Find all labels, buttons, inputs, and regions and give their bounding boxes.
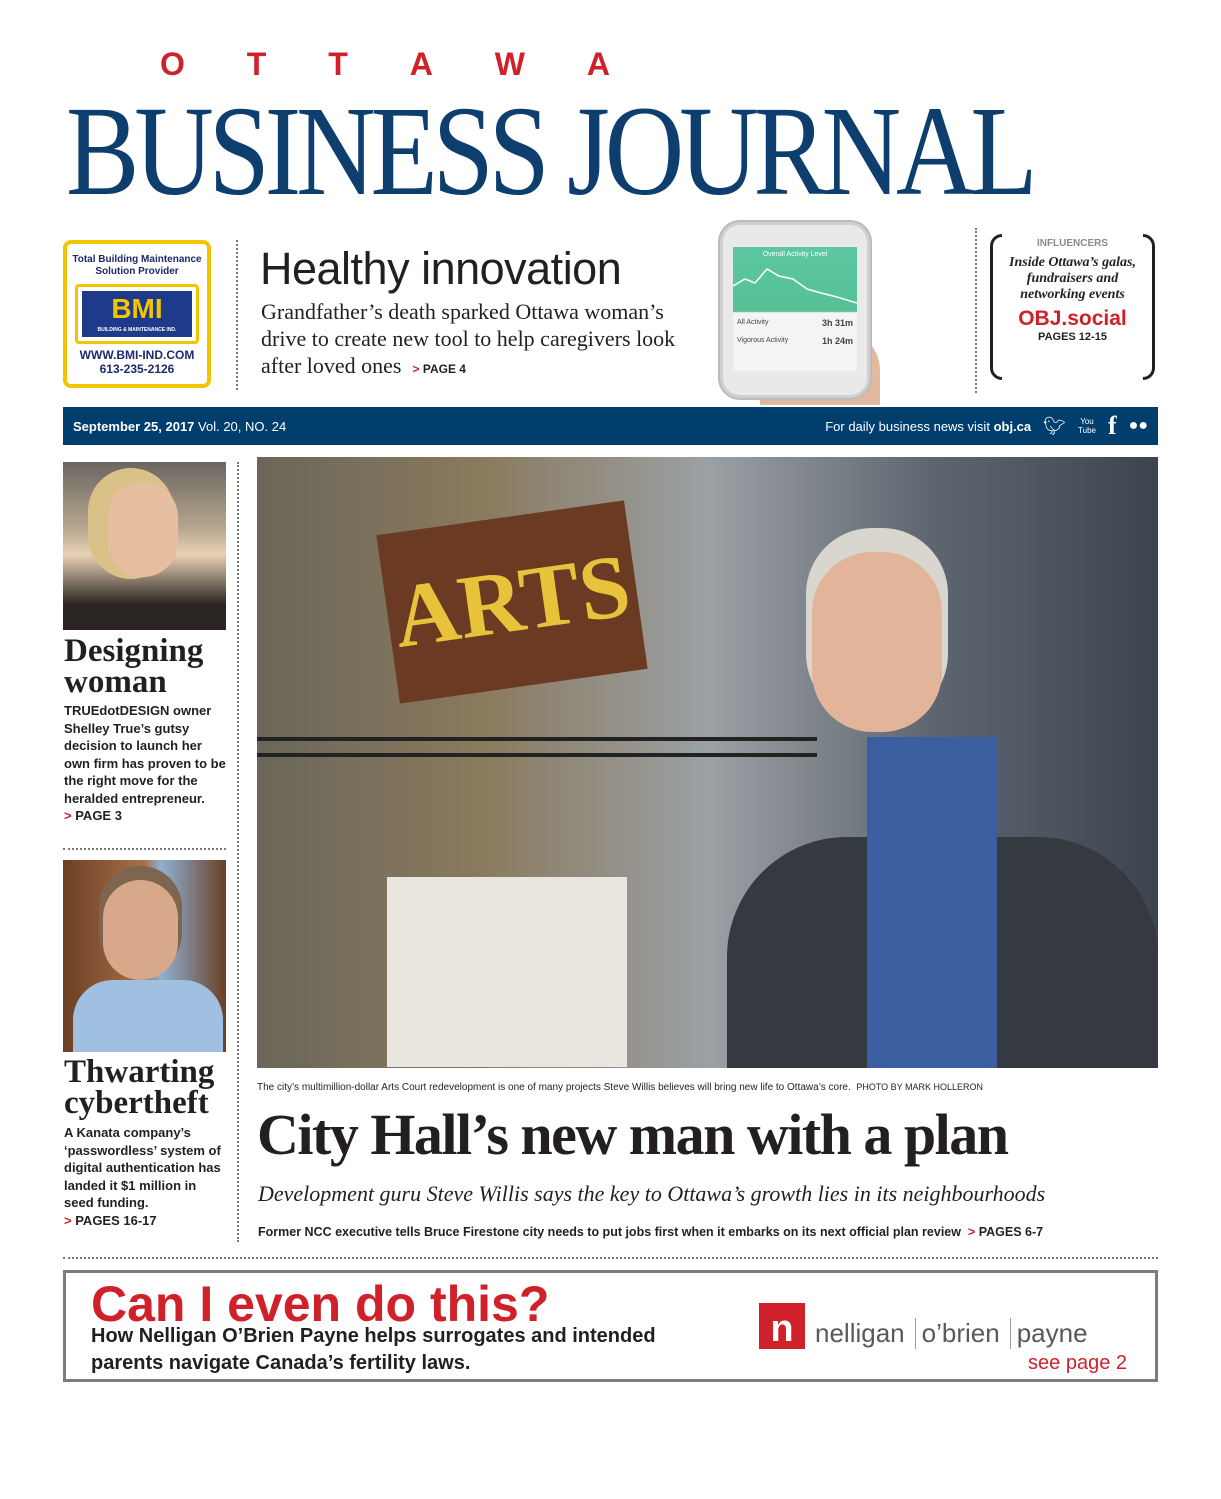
divider bbox=[63, 1257, 1158, 1259]
marquee bbox=[387, 877, 627, 1067]
letter: O bbox=[160, 46, 185, 82]
bmi-ad[interactable] bbox=[63, 240, 211, 388]
visit-text: For daily business news visit bbox=[825, 418, 990, 434]
shirt bbox=[867, 737, 997, 1068]
story-headline[interactable]: Designing woman bbox=[64, 633, 204, 700]
issue-volume: Vol. 20, NO. 24 bbox=[198, 418, 287, 434]
masthead-title: BUSINESS JOURNAL bbox=[66, 80, 1033, 222]
site-link[interactable]: obj.ca bbox=[993, 418, 1032, 434]
divider bbox=[236, 240, 238, 390]
screen-title: Overall Activity Level bbox=[762, 251, 828, 258]
influencers-label: INFLUENCERS bbox=[1036, 238, 1109, 249]
logo-mark: n bbox=[759, 1303, 805, 1349]
bmi-url[interactable]: WWW.BMI-IND.COM bbox=[79, 348, 195, 362]
dateline-bar bbox=[63, 407, 1158, 445]
bmi-phone: 613-235-2126 bbox=[99, 362, 175, 376]
page-ref: PAGES 16-17 bbox=[75, 1212, 157, 1228]
face bbox=[812, 552, 942, 732]
screen-row-value: 1h 24m bbox=[821, 336, 853, 346]
phone-image bbox=[720, 222, 870, 398]
feature-deck-text: Grandfather’s death sparked Ottawa woman’s drive to create new tool to help caregivers look after loved ones bbox=[261, 299, 676, 378]
shelley-true-photo bbox=[63, 462, 226, 630]
main-headline[interactable]: City Hall’s new man with a plan bbox=[257, 1102, 1008, 1167]
bmi-tagline: Total Building Maintenance Solution Provider bbox=[72, 254, 202, 277]
story-headline[interactable]: Thwarting cybertheft bbox=[64, 1054, 215, 1121]
nelligan-ad[interactable] bbox=[63, 1270, 1158, 1382]
divider bbox=[63, 848, 226, 850]
nelligan-logo bbox=[759, 1303, 1088, 1349]
main-deck: Development guru Steve Willis says the key to Ottawa’s growth lies in its neighbourhoods bbox=[258, 1181, 1046, 1206]
logo-part: nelligan bbox=[815, 1318, 905, 1348]
feature-page-link[interactable]: > PAGE 4 bbox=[412, 362, 466, 376]
logo-part: o’brien bbox=[915, 1318, 1000, 1349]
story-page-link[interactable]: > PAGE 3 bbox=[64, 808, 122, 823]
youtube-icon[interactable]: You Tube bbox=[1078, 417, 1096, 435]
page-ref: PAGES 12-15 bbox=[1038, 331, 1107, 343]
main-teaser bbox=[258, 1225, 1043, 1239]
photo-caption bbox=[257, 1082, 983, 1093]
letter: A bbox=[586, 46, 610, 82]
influencers-box[interactable] bbox=[990, 230, 1155, 385]
divider bbox=[975, 228, 977, 393]
ad-see-page-link[interactable]: see page 2 bbox=[1028, 1352, 1127, 1374]
photo-credit: PHOTO BY MARK HOLLERON bbox=[856, 1082, 984, 1092]
letter: T bbox=[328, 46, 348, 82]
logo-part: payne bbox=[1010, 1318, 1088, 1349]
face bbox=[108, 482, 178, 577]
letter: T bbox=[246, 46, 267, 82]
flickr-icon[interactable]: ●● bbox=[1128, 417, 1148, 434]
divider bbox=[237, 462, 239, 1242]
story-body bbox=[64, 1124, 229, 1229]
feature-headline[interactable]: Healthy innovation bbox=[260, 243, 622, 294]
brace-right bbox=[1143, 234, 1155, 380]
bmi-logo-text: BMI bbox=[111, 293, 163, 324]
face bbox=[103, 880, 178, 980]
obj-social-brand: OBJ.social bbox=[1018, 307, 1127, 330]
story-body-text: A Kanata company’s ‘passwordless’ system of digital authentication has landed it $1 million in seed funding. bbox=[64, 1125, 221, 1210]
executive-photo bbox=[63, 860, 226, 1052]
feature-deck bbox=[261, 298, 706, 379]
screen-row-value: 3h 31m bbox=[821, 318, 853, 328]
bmi-logo-sub: BUILDING & MAINTENANCE IND. bbox=[97, 327, 177, 333]
arts-sign: ARTS bbox=[376, 500, 647, 703]
page-ref: PAGE 4 bbox=[422, 362, 466, 376]
screen-row-label: Vigorous Activity bbox=[737, 337, 789, 344]
fence bbox=[257, 737, 817, 757]
ad-body: How Nelligan O’Brien Payne helps surrogates and intended parents navigate Canada’s fertility laws. bbox=[91, 1325, 656, 1374]
teaser-text: Former NCC executive tells Bruce Firestone city needs to put jobs first when it embarks on its next official plan review bbox=[258, 1225, 961, 1239]
twitter-icon[interactable]: 🐦︎ bbox=[1043, 415, 1066, 436]
facebook-icon[interactable]: f bbox=[1108, 411, 1117, 440]
letter: W bbox=[494, 46, 525, 82]
brace-left bbox=[990, 234, 1002, 380]
arts-court-photo bbox=[257, 457, 1158, 1068]
page-ref: PAGES 6-7 bbox=[978, 1225, 1044, 1239]
story-body bbox=[64, 702, 229, 825]
issue-date: September 25, 2017 bbox=[73, 418, 195, 434]
page-ref: PAGE 3 bbox=[75, 808, 122, 823]
letter: A bbox=[409, 46, 433, 82]
bmi-logo bbox=[75, 284, 199, 344]
caption-text: The city’s multimillion-dollar Arts Court redevelopment is one of many projects Steve Willis believes will bring new life to Ottawa’s core. bbox=[257, 1082, 851, 1093]
influencers-text: Inside Ottawa’s galas, fundraisers and networking events bbox=[1009, 255, 1136, 302]
shirt bbox=[73, 980, 223, 1052]
screen-row-label: All Activity bbox=[737, 319, 769, 326]
story-body-text: TRUEdotDESIGN owner Shelley True’s gutsy decision to launch her own firm has proven to be the right move for the heralded entrepreneur. bbox=[64, 703, 226, 806]
main-page-link[interactable]: > PAGES 6-7 bbox=[967, 1225, 1044, 1239]
activity-graph bbox=[733, 261, 857, 311]
story-page-link[interactable]: > PAGES 16-17 bbox=[64, 1212, 157, 1228]
masthead-ottawa bbox=[160, 46, 610, 82]
ad-headline: Can I even do this? bbox=[91, 1276, 550, 1332]
